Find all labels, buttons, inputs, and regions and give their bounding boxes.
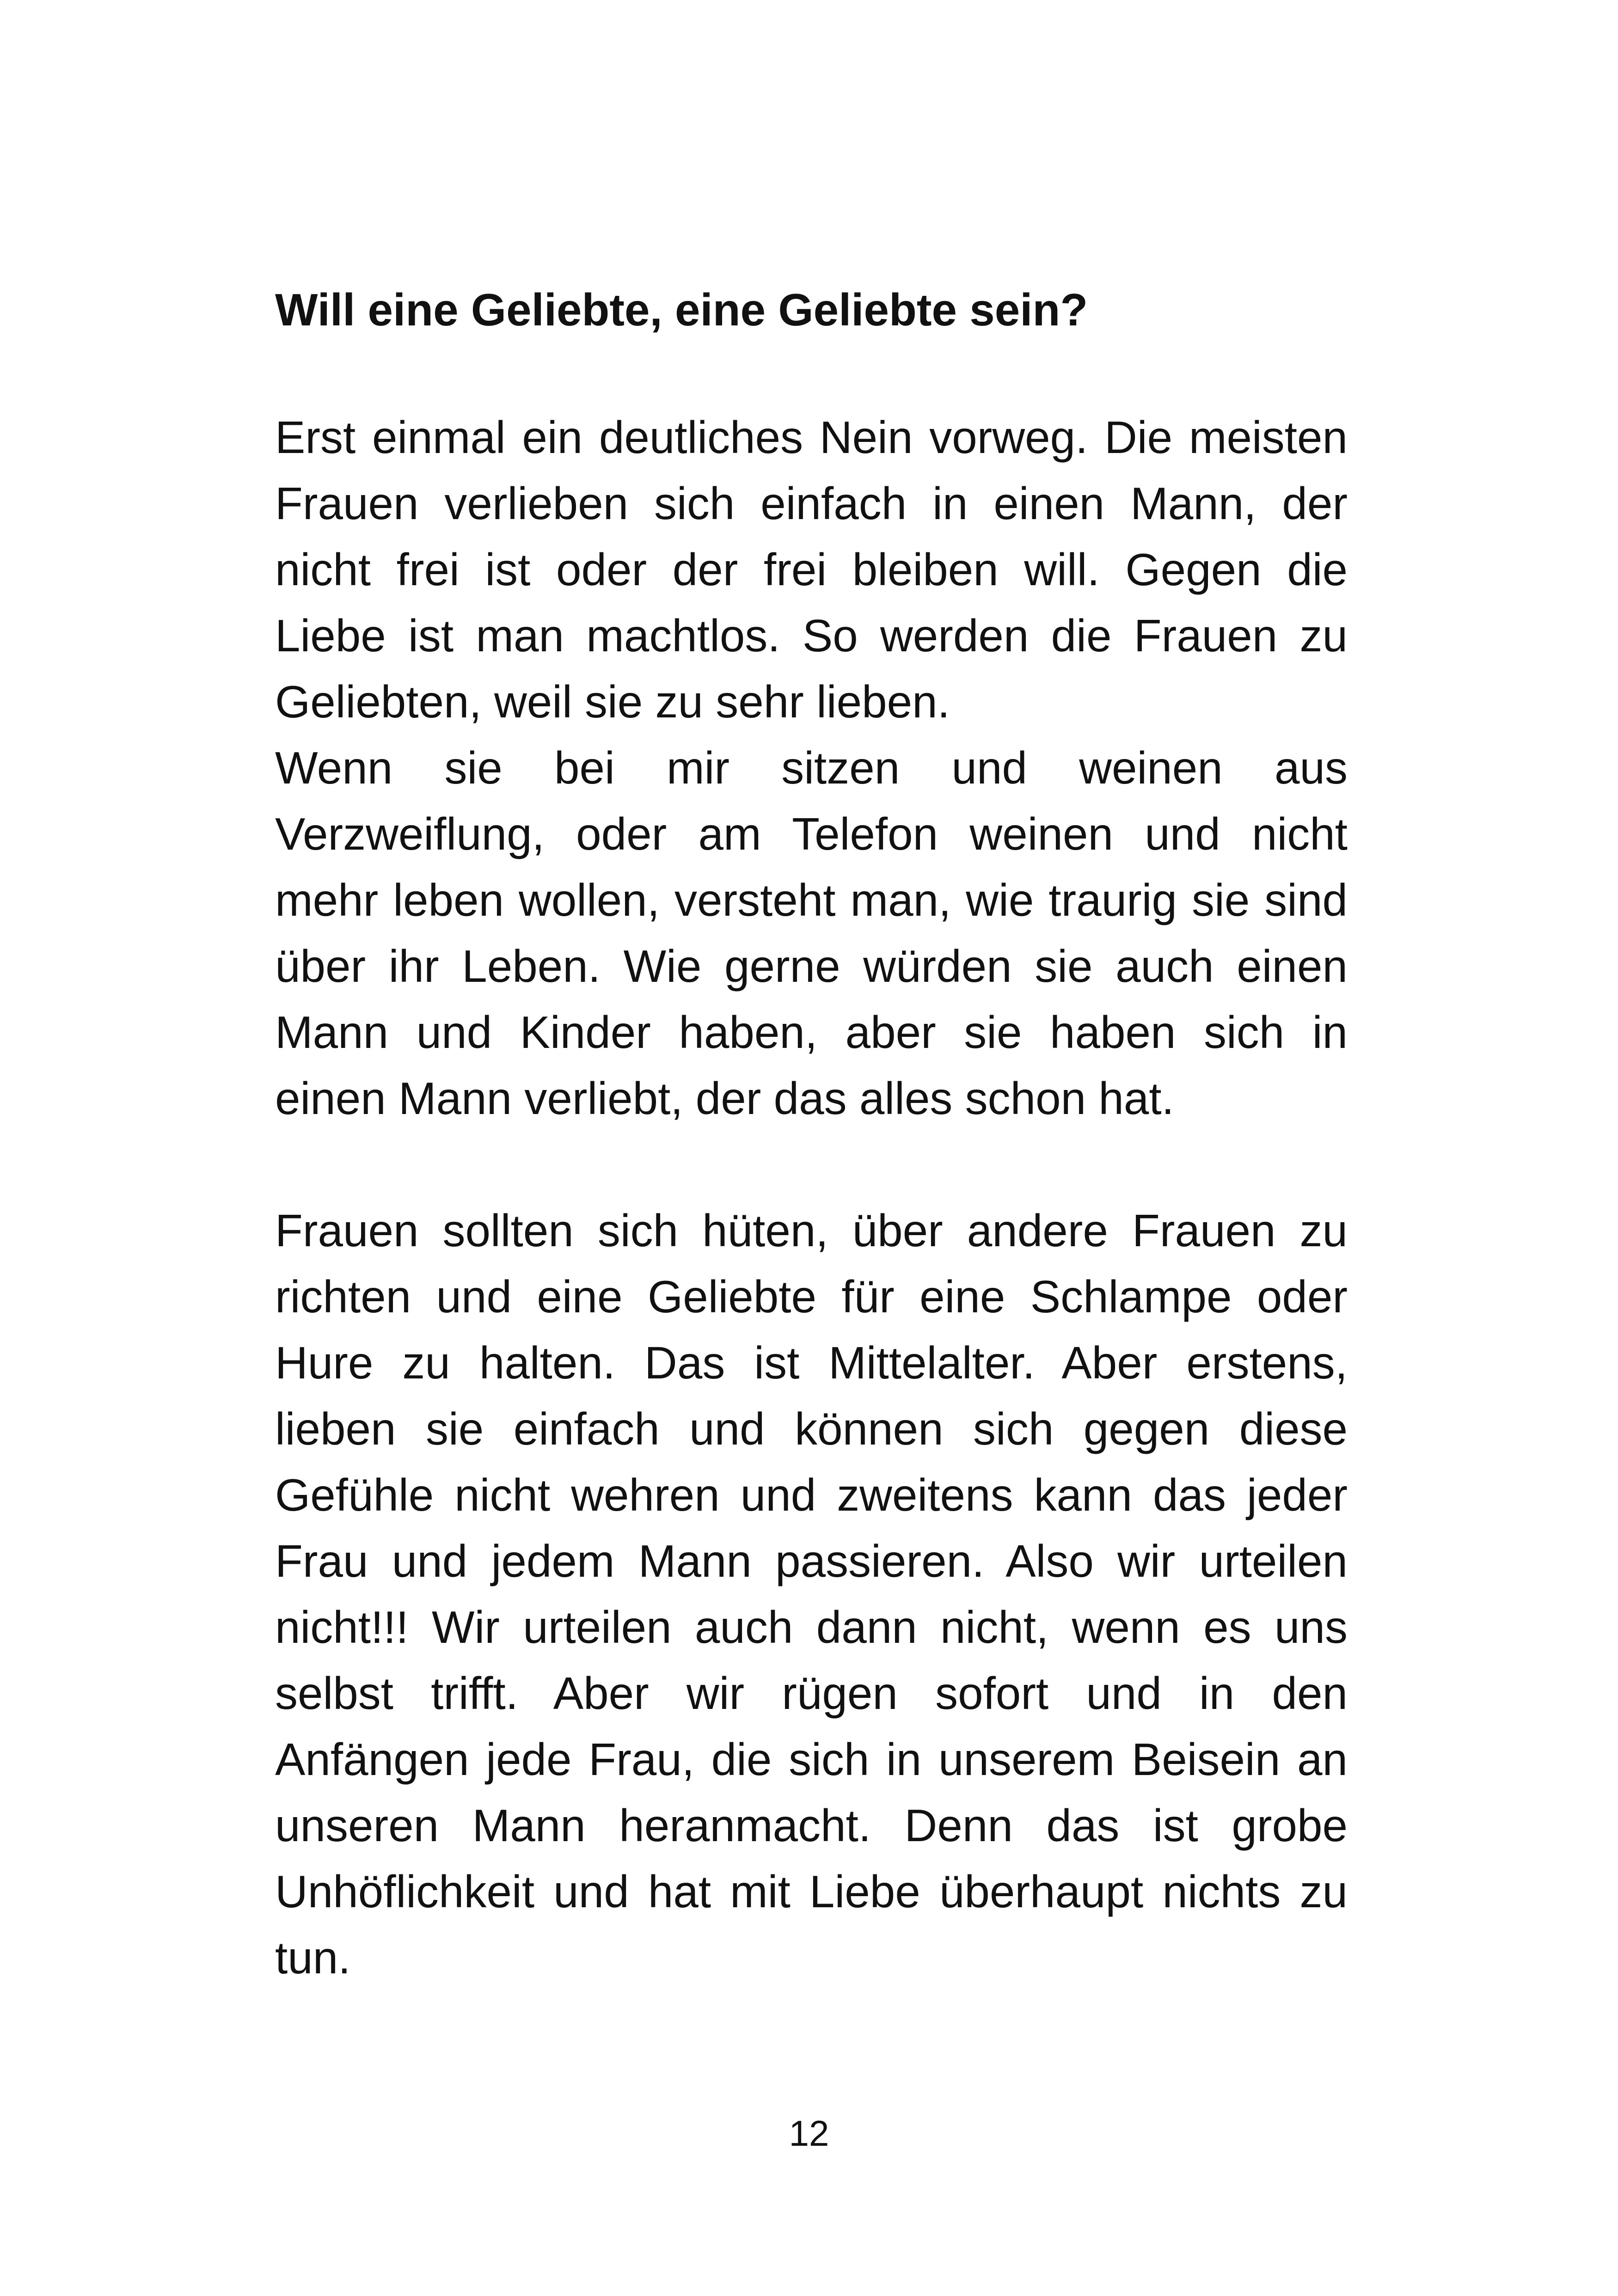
page-content <box>275 277 1348 1991</box>
heading-spacer <box>275 342 1348 404</box>
section-heading: Will eine Geliebte, eine Geliebte sein? <box>275 284 1088 335</box>
paragraph-3: Frauen sollten sich hüten, über andere Frauen zu richten und eine Geliebte für eine Schlampe oder Hure zu halten. Das ist Mittelalter. Aber erstens, lieben sie einfach und können sich gegen diese Gefühle nicht wehren und zweitens kann das jeder Frau und jedem Mann passieren. Also wir urteilen nicht!!! Wir urteilen auch dann nicht, wenn es uns selbst trifft. Aber wir rügen sofort und in den Anfängen jede Frau, die sich in unserem Beisein an unseren Mann heranmacht. Denn das ist grobe Unhöflichkeit und hat mit Liebe überhaupt nichts zu tun. <box>275 1205 1348 1983</box>
section-spacer <box>275 1132 1348 1198</box>
paragraph-1: Erst einmal ein deutliches Nein vorweg. Die meisten Frauen verlieben sich einfach in einen Mann, der nicht frei ist oder der frei bleiben will. Gegen die Liebe ist man machtlos. So werden die Frauen zu Geliebten, weil sie zu sehr lieben. <box>275 412 1348 727</box>
paragraph-2: Wenn sie bei mir sitzen und weinen aus Verzweiflung, oder am Telefon weinen und nicht mehr leben wollen, versteht man, wie traurig sie sind über ihr Leben. Wie gerne würden sie auch einen Mann und Kinder haben, aber sie haben sich in einen Mann verliebt, der das alles schon hat. <box>275 742 1348 1124</box>
page-number: 12 <box>789 2113 829 2154</box>
